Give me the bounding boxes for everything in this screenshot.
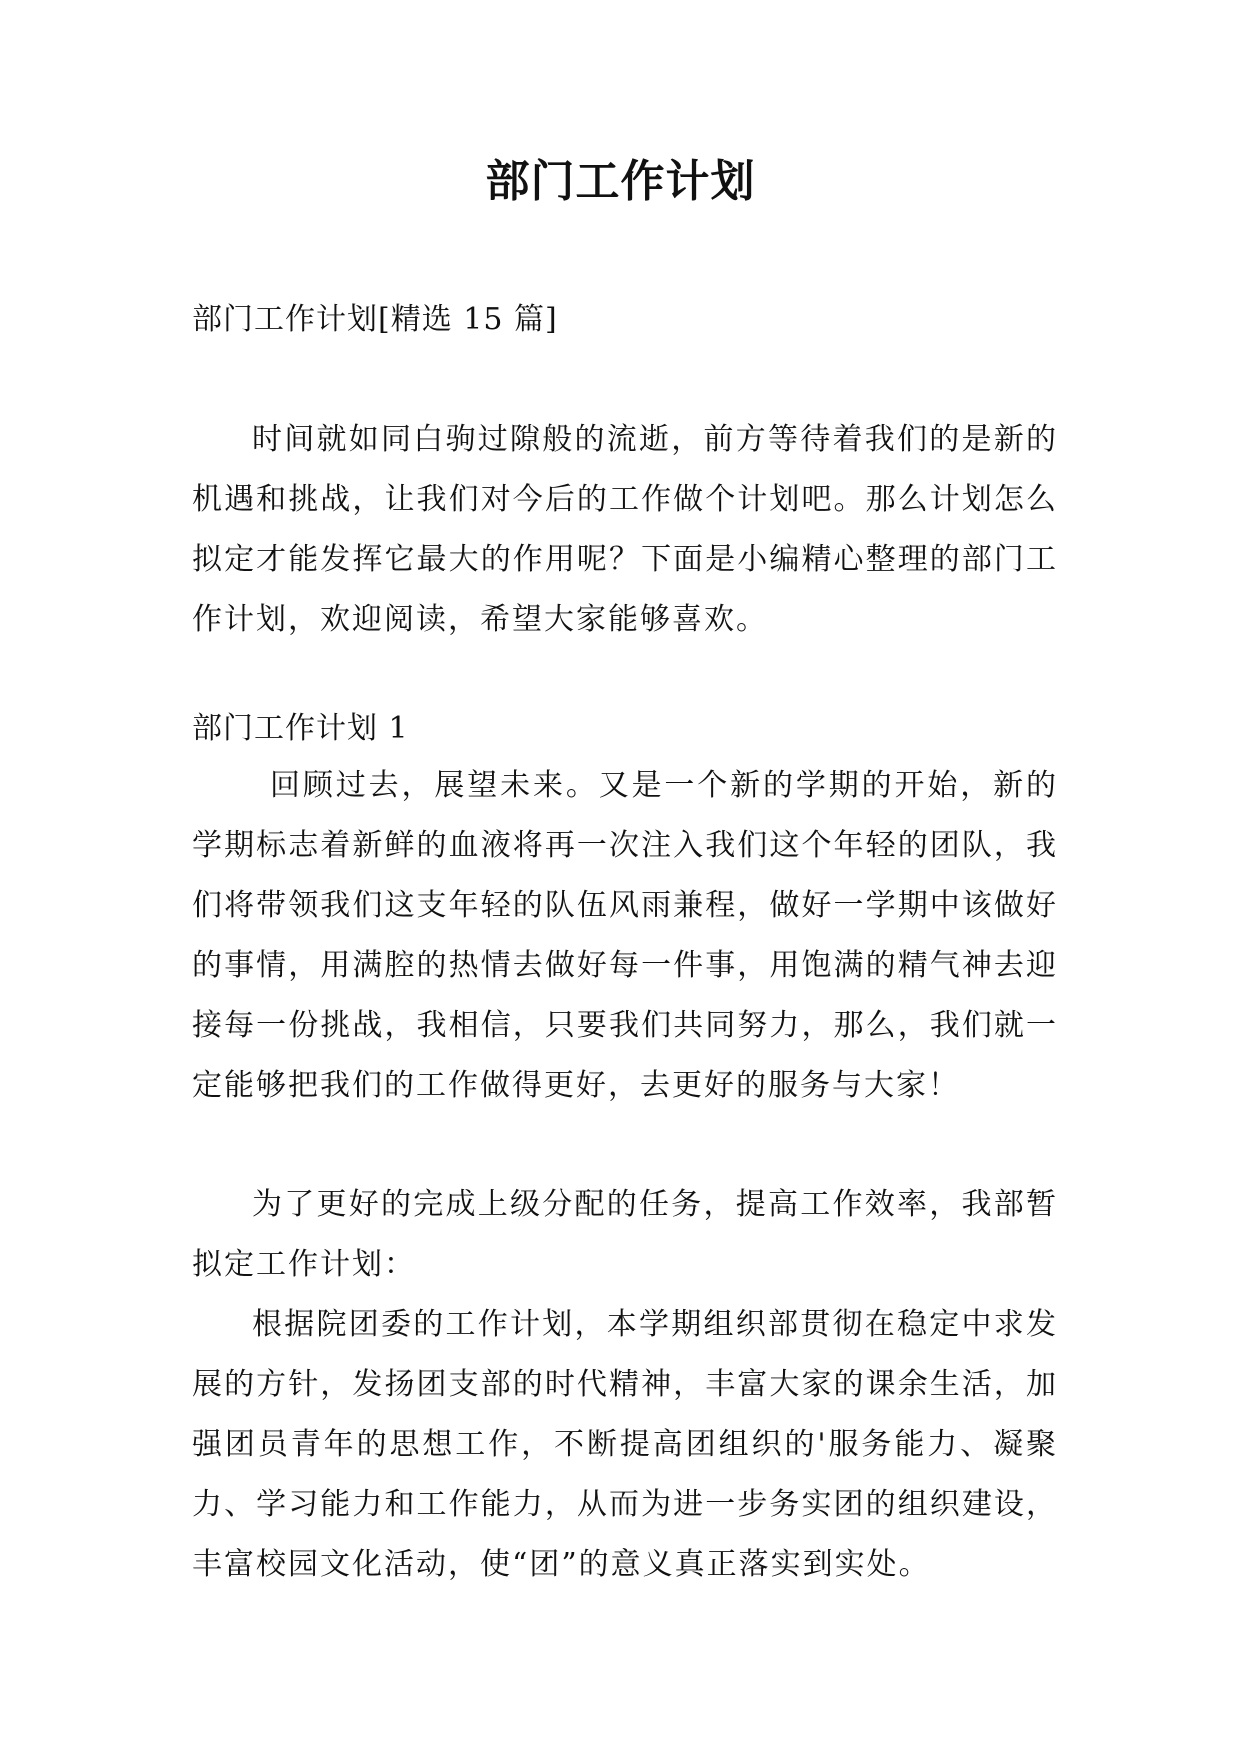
section-heading: 部门工作计划 1 [192, 711, 409, 746]
intro-paragraph: 时间就如同白驹过隙般的流逝，前方等待着我们的是新的机遇和挑战，让我们对今后的工作做个计划吧。那么计划怎么拟定才能发挥它最大的作用呢？下面是小编精心整理的部门工作计划，欢迎阅读，希望大家能够喜欢。 [192, 422, 1058, 637]
body-paragraph-2: 为了更好的完成上级分配的任务，提高工作效率，我部暂拟定工作计划： [192, 1187, 1058, 1282]
document-subtitle: 部门工作计划[精选 15 篇] [192, 302, 558, 337]
body-paragraph-3: 根据院团委的工作计划，本学期组织部贯彻在稳定中求发展的方针，发扬团支部的时代精神，丰富大家的课余生活，加强团员青年的思想工作，不断提高团组织的'服务能力、凝聚力、学习能力和工作能力，从而为进一步务实团的组织建设，丰富校园文化活动，使“团”的意义真正落实到实处。 [192, 1307, 1058, 1582]
body-paragraph-1: 回顾过去，展望未来。又是一个新的学期的开始，新的学期标志着新鲜的血液将再一次注入我们这个年轻的团队，我们将带领我们这支年轻的队伍风雨兼程，做好一学期中该做好的事情，用满腔的热情去做好每一件事，用饱满的精气神去迎接每一份挑战，我相信，只要我们共同努力，那么，我们就一定能够把我们的工作做得更好，去更好的服务与大家！ [192, 768, 1058, 1103]
document-title: 部门工作计划 [485, 156, 756, 207]
